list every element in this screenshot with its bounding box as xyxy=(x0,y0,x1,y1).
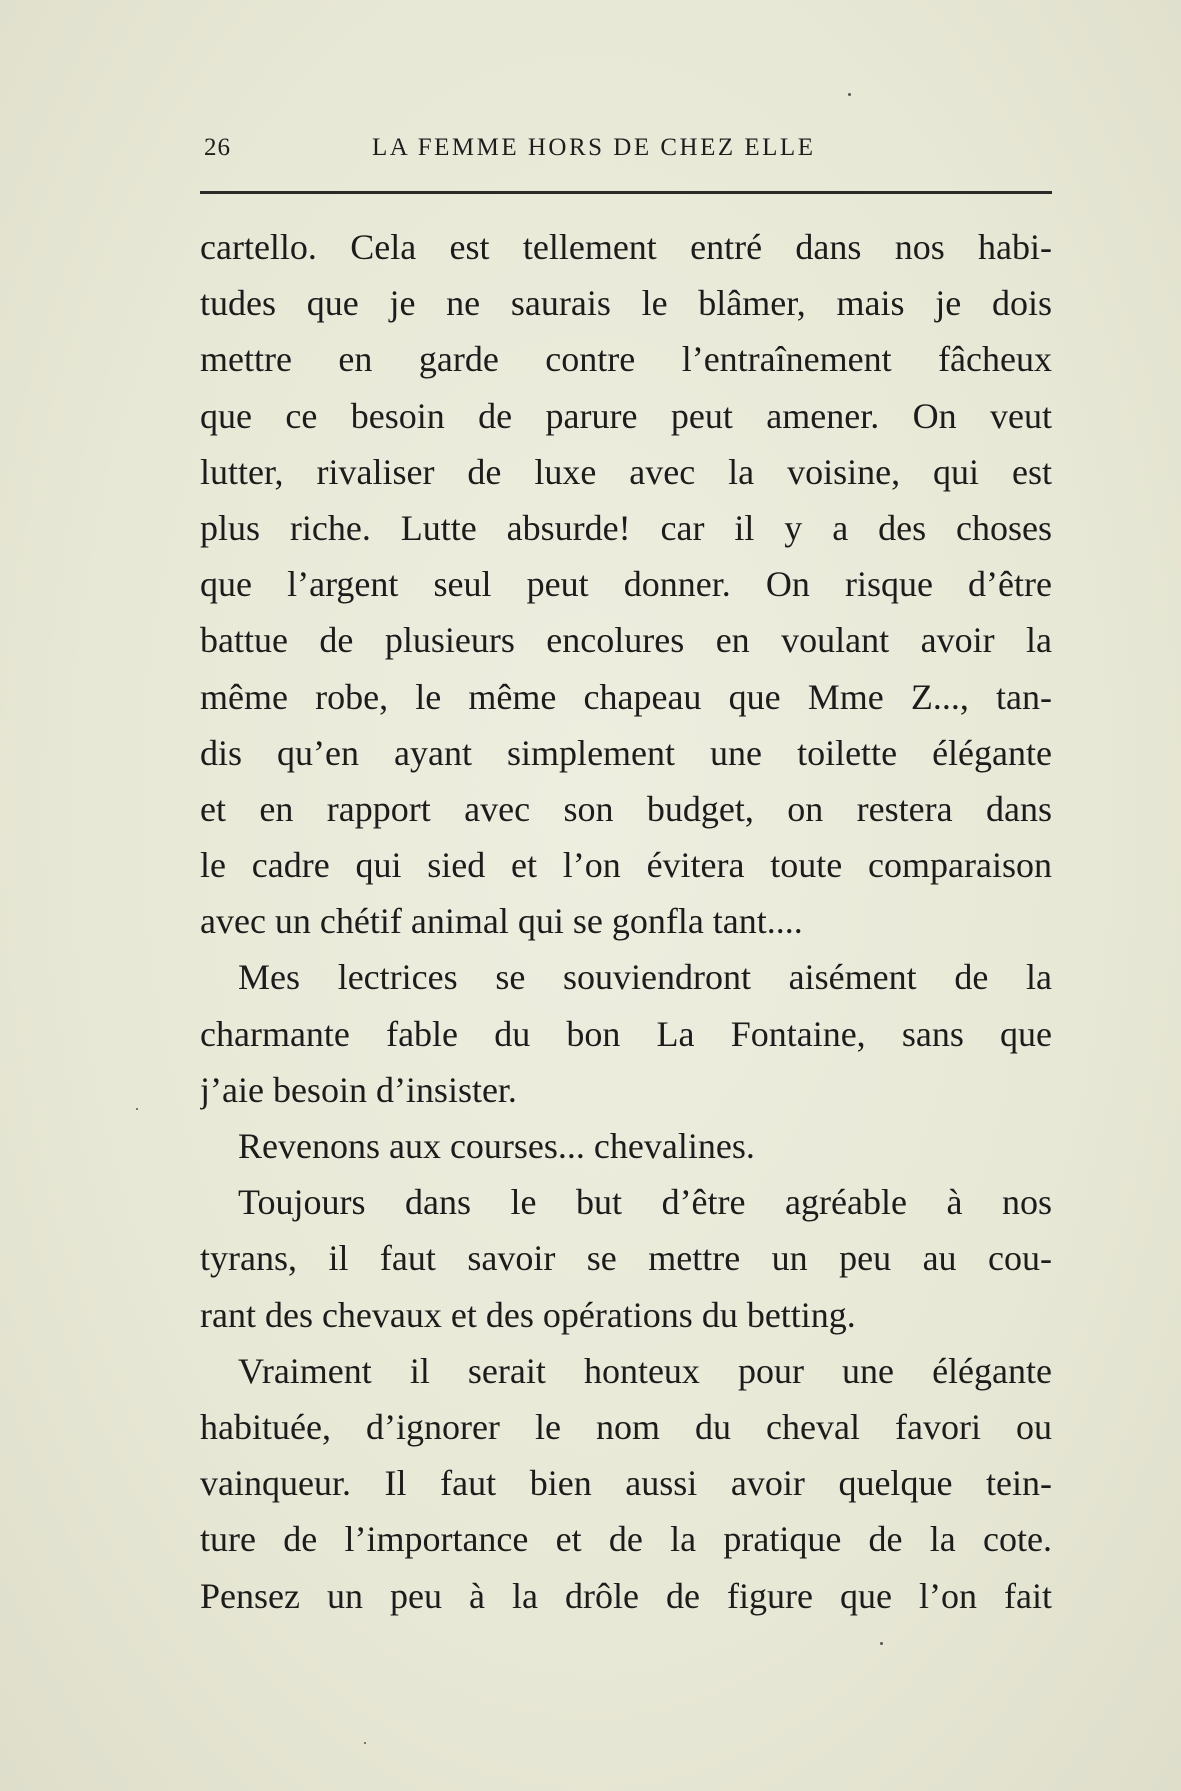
text-line: Toujours dans le but d’être agréable à nos xyxy=(238,1182,1052,1223)
paper-speck xyxy=(136,1108,138,1110)
text-line: plus riche. Lutte absurde! car il y a des choses xyxy=(200,507,1052,548)
text-line: rant des chevaux et des opérations du betting. xyxy=(200,1294,856,1335)
text-line: habituée, d’ignorer le nom du cheval favori ou xyxy=(200,1406,1052,1447)
paper-speck xyxy=(364,1742,366,1744)
text-line: Revenons aux courses... chevalines. xyxy=(238,1126,755,1166)
paper-speck xyxy=(880,1642,883,1645)
text-line: ture de l’importance et de la pratique de la cote. xyxy=(200,1519,1052,1560)
text-line: avec un chétif animal qui se gonfla tant.... xyxy=(200,901,803,942)
text-line: mettre en garde contre l’entraînement fâcheux xyxy=(200,339,1052,380)
text-line: tyrans, il faut savoir se mettre un peu au cou- xyxy=(200,1238,1052,1279)
text-line: le cadre qui sied et l’on évitera toute comparaison xyxy=(200,845,1052,886)
text-line: Pensez un peu à la drôle de figure que l’on fait xyxy=(200,1575,1052,1616)
text-line: cartello. Cela est tellement entré dans nos habi- xyxy=(200,227,1052,267)
text-line: battue de plusieurs encolures en voulant avoir la xyxy=(200,620,1052,661)
text-line: tudes que je ne saurais le blâmer, mais je dois xyxy=(200,283,1052,324)
text-line: et en rapport avec son budget, on restera dans xyxy=(200,788,1052,829)
header-rule xyxy=(200,191,1052,194)
body-text xyxy=(200,219,1052,1624)
text-line: vainqueur. Il faut bien aussi avoir quelque tein- xyxy=(200,1463,1052,1504)
text-line: Mes lectrices se souviendront aisément de la xyxy=(238,957,1052,998)
text-line: Vraiment il serait honteux pour une élégante xyxy=(238,1350,1052,1391)
page-header xyxy=(204,134,1052,174)
text-line: que l’argent seul peut donner. On risque d’être xyxy=(200,564,1052,605)
text-line: charmante fable du bon La Fontaine, sans que xyxy=(200,1013,1052,1054)
text-line: que ce besoin de parure peut amener. On veut xyxy=(200,395,1052,436)
text-line: dis qu’en ayant simplement une toilette élégante xyxy=(200,732,1052,773)
text-line: j’aie besoin d’insister. xyxy=(200,1069,517,1110)
text-line: lutter, rivaliser de luxe avec la voisine, qui est xyxy=(200,451,1052,492)
paper-speck xyxy=(848,93,851,96)
running-title: LA FEMME HORS DE CHEZ ELLE xyxy=(372,134,816,161)
text-line: même robe, le même chapeau que Mme Z..., tan- xyxy=(200,676,1052,717)
page-number: 26 xyxy=(204,134,231,161)
